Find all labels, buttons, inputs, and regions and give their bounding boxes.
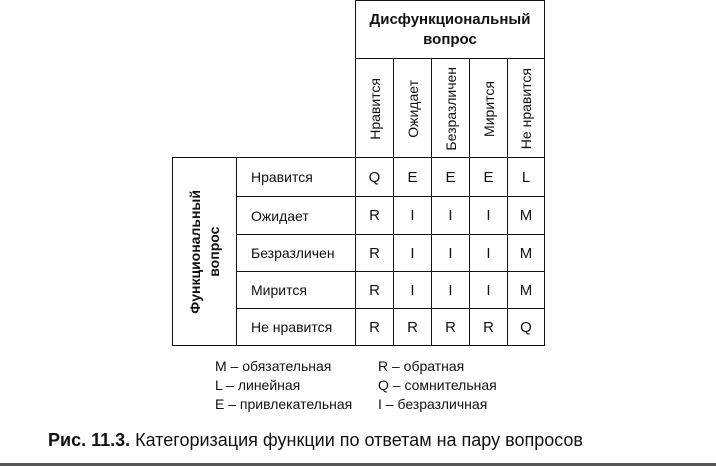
row-header	[236, 308, 356, 346]
cell-value: R	[369, 244, 380, 262]
column-header-label: Ожидает	[404, 79, 421, 138]
cell-value: R	[369, 318, 380, 336]
cell-value: Q	[368, 168, 381, 186]
cell-value: E	[483, 168, 494, 186]
legend-item: Q – сомнительная	[378, 377, 497, 393]
cell-value: R	[369, 207, 380, 224]
figure-caption	[48, 430, 583, 451]
table-cell	[431, 308, 470, 346]
cell-value: R	[369, 281, 380, 299]
row-header-label: Мирится	[251, 282, 307, 298]
row-header-label: Ожидает	[251, 207, 309, 224]
cell-value: I	[410, 207, 415, 224]
column-header	[507, 58, 545, 159]
cell-value: I	[486, 281, 491, 299]
table-cell	[355, 157, 394, 197]
table-cell	[393, 271, 432, 309]
figure-label: Рис. 11.3.	[48, 430, 131, 450]
table-cell	[469, 196, 508, 235]
cell-value: M	[519, 207, 533, 224]
column-group-title	[370, 10, 531, 50]
column-header-label: Безразличен	[442, 66, 459, 151]
table-cell	[355, 271, 394, 309]
cell-value: R	[445, 318, 456, 336]
table-cell	[393, 196, 432, 235]
table-cell	[507, 234, 545, 272]
cell-value: I	[448, 244, 453, 262]
row-header-label: Не нравится	[251, 319, 333, 335]
column-group-title-line1: Дисфункциональный	[369, 11, 531, 28]
column-header	[393, 58, 432, 159]
table-cell	[469, 157, 508, 197]
row-header-label: Нравится	[251, 169, 313, 185]
legend-item: I – безразличная	[378, 396, 488, 412]
row-group-header	[172, 157, 238, 346]
row-header	[236, 196, 356, 235]
cell-value: M	[519, 281, 533, 299]
cell-value: E	[445, 168, 456, 186]
bottom-rule	[0, 463, 716, 466]
cell-value: R	[483, 318, 494, 336]
table-cell	[507, 157, 545, 197]
row-header	[236, 157, 356, 197]
row-group-title	[186, 190, 224, 314]
cell-value: I	[410, 244, 415, 262]
table-cell	[355, 308, 394, 346]
legend-item: E – привлекательная	[215, 396, 353, 412]
legend-item: L – линейная	[215, 377, 301, 393]
cell-value: I	[486, 207, 491, 224]
legend-item: M – обязательная	[215, 358, 332, 374]
cell-value: L	[521, 168, 531, 186]
row-header	[236, 271, 356, 309]
table-cell	[469, 271, 508, 309]
cell-value: R	[407, 318, 418, 336]
cell-value: I	[448, 281, 453, 299]
cell-value: I	[410, 281, 415, 299]
cell-value: I	[448, 207, 453, 224]
legend-item: R – обратная	[378, 358, 465, 374]
table-cell	[431, 271, 470, 309]
table-cell	[469, 308, 508, 346]
column-group-header	[355, 0, 545, 60]
row-header-label: Безразличен	[251, 245, 335, 261]
row-group-title-line1: Функциональный	[187, 189, 203, 314]
column-group-title-line2: вопрос	[423, 31, 477, 48]
table-cell	[355, 196, 394, 235]
table-cell	[431, 234, 470, 272]
cell-value: I	[486, 244, 491, 262]
row-group-title-line2: вопрос	[206, 226, 222, 277]
table-cell	[507, 308, 545, 346]
table-cell	[393, 308, 432, 346]
column-header-label: Не нравится	[518, 67, 534, 150]
table-cell	[431, 157, 470, 197]
table-cell	[393, 234, 432, 272]
column-header-label: Мирится	[480, 80, 497, 137]
table-cell	[355, 234, 394, 272]
table-cell	[431, 196, 470, 235]
column-header	[355, 58, 394, 159]
row-header	[236, 234, 356, 272]
cell-value: M	[519, 244, 533, 262]
table-cell	[469, 234, 508, 272]
figure-caption-text: Категоризация функции по ответам на пару вопросов	[130, 430, 583, 450]
table-cell	[393, 157, 432, 197]
table-cell	[507, 271, 545, 309]
column-header-label: Нравится	[366, 77, 383, 140]
column-header	[469, 58, 508, 159]
column-header	[431, 58, 470, 159]
table-cell	[507, 196, 545, 235]
cell-value: Q	[520, 318, 532, 336]
legend-left	[215, 357, 352, 414]
cell-value: E	[407, 168, 418, 186]
legend-right	[378, 357, 497, 414]
